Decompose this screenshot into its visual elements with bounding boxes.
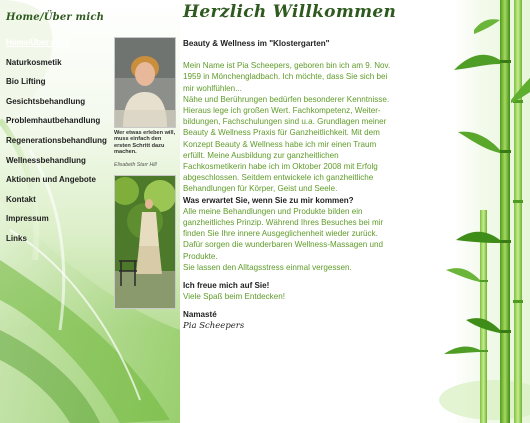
portrait-image [115,38,175,127]
nav-item-problemhautbehandlung[interactable]: Problemhautbehandlung [6,116,101,126]
answer-line-3: finden Sie Ihre innere Ausgeglichenheit wieder zurück. [183,229,378,239]
page-title: Herzlich Willkommen [183,2,397,22]
answer-line-1: Alle meine Behandlungen und Produkte bilden ein [183,206,363,216]
intro-line-5: Hieraus lege ich großen Wert. Fachkompetenz, Weiter- [183,106,381,116]
garden-photo [114,175,176,309]
nav-item-links[interactable]: Links [6,233,27,243]
bamboo-decorative-panel [434,0,530,423]
nav-item-wellnessbehandlung[interactable]: Wellnessbehandlung [6,155,86,165]
nav-item-aktionen[interactable]: Aktionen und Angebote [6,175,96,185]
intro-line-7: Beauty & Wellness Praxis für Ganzheitlichkeit. Mit dem [183,128,380,138]
intro-line-3: mir wohlfühlen... [183,83,242,93]
closing-line: Viele Spaß beim Entdecken! [183,292,285,302]
question-heading: Was erwartet Sie, wenn Sie zu mir kommen? [183,195,354,205]
answer-line-2: ganzheitliches Prinzip. Während Ihres Besuches bei mir [183,218,384,228]
content-subtitle: Beauty & Wellness im "Klostergarten" [183,39,330,48]
answer-line-6: Sie lassen den Alltagsstress einmal vergessen. [183,262,352,272]
intro-line-2: 1959 in Mönchengladbach. Ich möchte, dass Sie sich bei [183,72,388,82]
answer-line-4: Dafür sorgen die wunderbaren Wellness-Massagen und [183,240,384,250]
site-header: Home/Über mich [6,12,105,23]
intro-line-6: bildungen, Fachschulungen sind u.a. Grundlagen meiner [183,117,387,127]
intro-line-9: erfüllt. Meine Ausbildung zur ganzheitlichen [183,150,339,160]
intro-line-11: abgeschlossen. Seitdem entwickele ich ganzheitliche [183,173,374,183]
nav-item-impressum[interactable]: Impressum [6,214,49,224]
nav-item-bio-lifting[interactable]: Bio Lifting [6,77,46,87]
portrait-photo [114,37,176,128]
bamboo-graphic [434,0,530,423]
sidebar-quote-author: Elisabeth Starr Hill [114,162,157,168]
intro-line-1: Mein Name ist Pia Scheepers, geboren bin ich am 9. Nov. [183,61,391,71]
intro-line-4: Nähe und Berührungen bedürfen besonderer Kenntnisse. [183,94,390,104]
closing-heading: Ich freue mich auf Sie! [183,281,270,291]
nav-item-regenerationsbehandlung[interactable]: Regenerationsbehandlung [6,135,107,145]
sidebar-quote: Wer etwas erleben will, muss einfach den ersten Schritt dazu machen. [114,130,176,156]
nav-item-home[interactable]: Home/Über mich [6,38,70,47]
namaste-text: Namasté [183,310,217,320]
intro-line-10: Fachkosmetikerin habe ich im Oktober 2008 mit Erfolg [183,162,378,172]
main-content [183,38,433,332]
nav-item-naturkosmetik[interactable]: Naturkosmetik [6,57,62,67]
nav-item-gesichtsbehandlung[interactable]: Gesichtsbehandlung [6,96,86,106]
main-navigation [6,38,106,254]
intro-line-8: Konzept Beauty & Wellness habe ich mir einen Traum [183,139,377,149]
garden-image [115,176,175,308]
signature-text: Pia Scheepers [183,320,245,331]
answer-line-5: Produkte. [183,251,218,261]
nav-item-kontakt[interactable]: Kontakt [6,194,36,204]
intro-line-12: Behandlungen für Körper, Geist und Seele. [183,184,338,194]
